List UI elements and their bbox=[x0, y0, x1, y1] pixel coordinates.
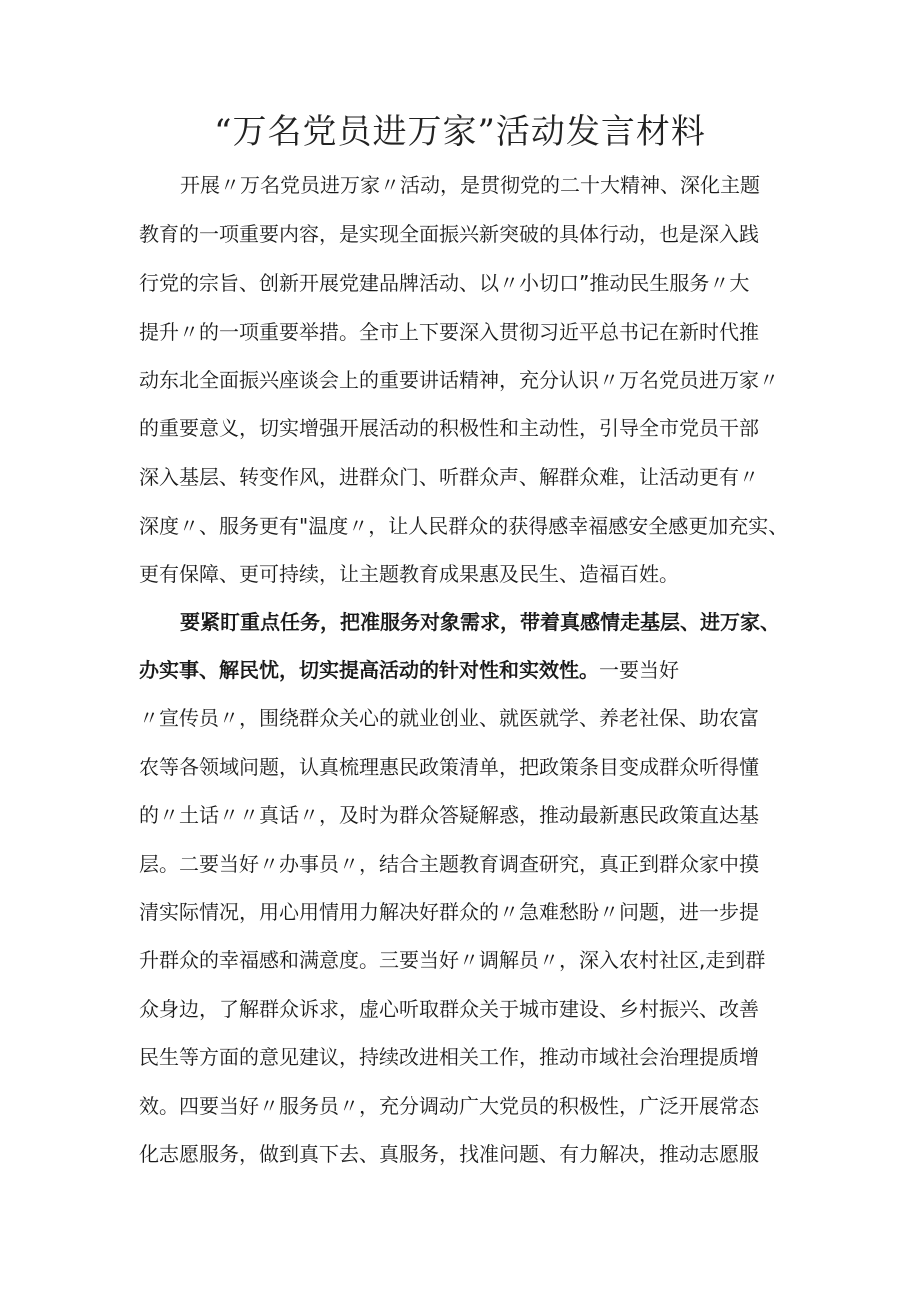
paragraph-line: 提升〃的一项重要举措。全市上下要深入贯彻习近平总书记在新时代推 bbox=[139, 320, 759, 344]
paragraph-line: 清实际情况，用心用情用力解决好群众的〃急难愁盼〃问题，进一步提 bbox=[139, 900, 759, 924]
paragraph-line: 的重要意义，切实增强开展活动的积极性和主动性，引导全市党员干部 bbox=[139, 416, 759, 440]
paragraph-line: 深入基层、转变作风，进群众门、听群众声、解群众难，让活动更有〃 bbox=[139, 465, 759, 489]
paragraph-line: 层。二要当好〃办事员〃，结合主题教育调查研究，真正到群众家中摸 bbox=[139, 852, 759, 876]
paragraph-line: 的〃土话〃〃真话〃，及时为群众答疑解惑，推动最新惠民政策直达基 bbox=[139, 803, 759, 827]
paragraph-text: 一要当好 bbox=[599, 658, 679, 682]
paragraph-line: 行党的宗旨、创新开展党建品牌活动、以〃小切口”推动民生服务〃大 bbox=[139, 271, 750, 295]
paragraph-line: 众身边，了解群众诉求，虚心听取群众关于城市建设、乡村振兴、改善 bbox=[139, 997, 759, 1021]
paragraph-line: 深度〃、服务更有"温度〃，让人民群众的获得感幸福感安全感更加充实、 bbox=[139, 514, 789, 538]
paragraph-line: 效。四要当好〃服务员〃，充分调动广大党员的积极性，广泛开展常态 bbox=[139, 1094, 759, 1118]
paragraph-line: 化志愿服务，做到真下去、真服务，找准问题、有力解决，推动志愿服 bbox=[139, 1142, 759, 1166]
paragraph-line: 升群众的幸福感和满意度。三要当好〃调解员〃，深入农村社区,走到群 bbox=[139, 948, 766, 972]
paragraph-line: 动东北全面振兴座谈会上的重要讲话精神，充分认识〃万名党员进万家〃 bbox=[139, 368, 779, 392]
paragraph-line: 开展〃万名党员进万家〃活动，是贯彻党的二十大精神、深化主题 bbox=[180, 173, 760, 197]
paragraph-mixed-line bbox=[139, 656, 679, 684]
paragraph-line: 民生等方面的意见建议，持续改进相关工作，推动市域社会治理提质增 bbox=[139, 1045, 759, 1069]
paragraph-bold-line: 要紧盯重点任务，把准服务对象需求，带着真感情走基层、进万家、 bbox=[180, 610, 780, 634]
paragraph-bold-text: 办实事、解民忧，切实提高活动的针对性和实效性。 bbox=[139, 658, 599, 682]
paragraph-line: 更有保障、更可持续，让主题教育成果惠及民生、造福百姓。 bbox=[139, 562, 679, 586]
paragraph-line: 教育的一项重要内容，是实现全面振兴新突破的具体行动，也是深入践 bbox=[139, 222, 759, 246]
paragraph-line: 农等各领域问题，认真梳理惠民政策清单，把政策条目变成群众听得懂 bbox=[139, 755, 759, 779]
paragraph-line: 〃宣传员〃，围绕群众关心的就业创业、就医就学、养老社保、助农富 bbox=[139, 706, 759, 730]
document-title: “万名党员进万家”活动发言材料 bbox=[214, 112, 706, 152]
